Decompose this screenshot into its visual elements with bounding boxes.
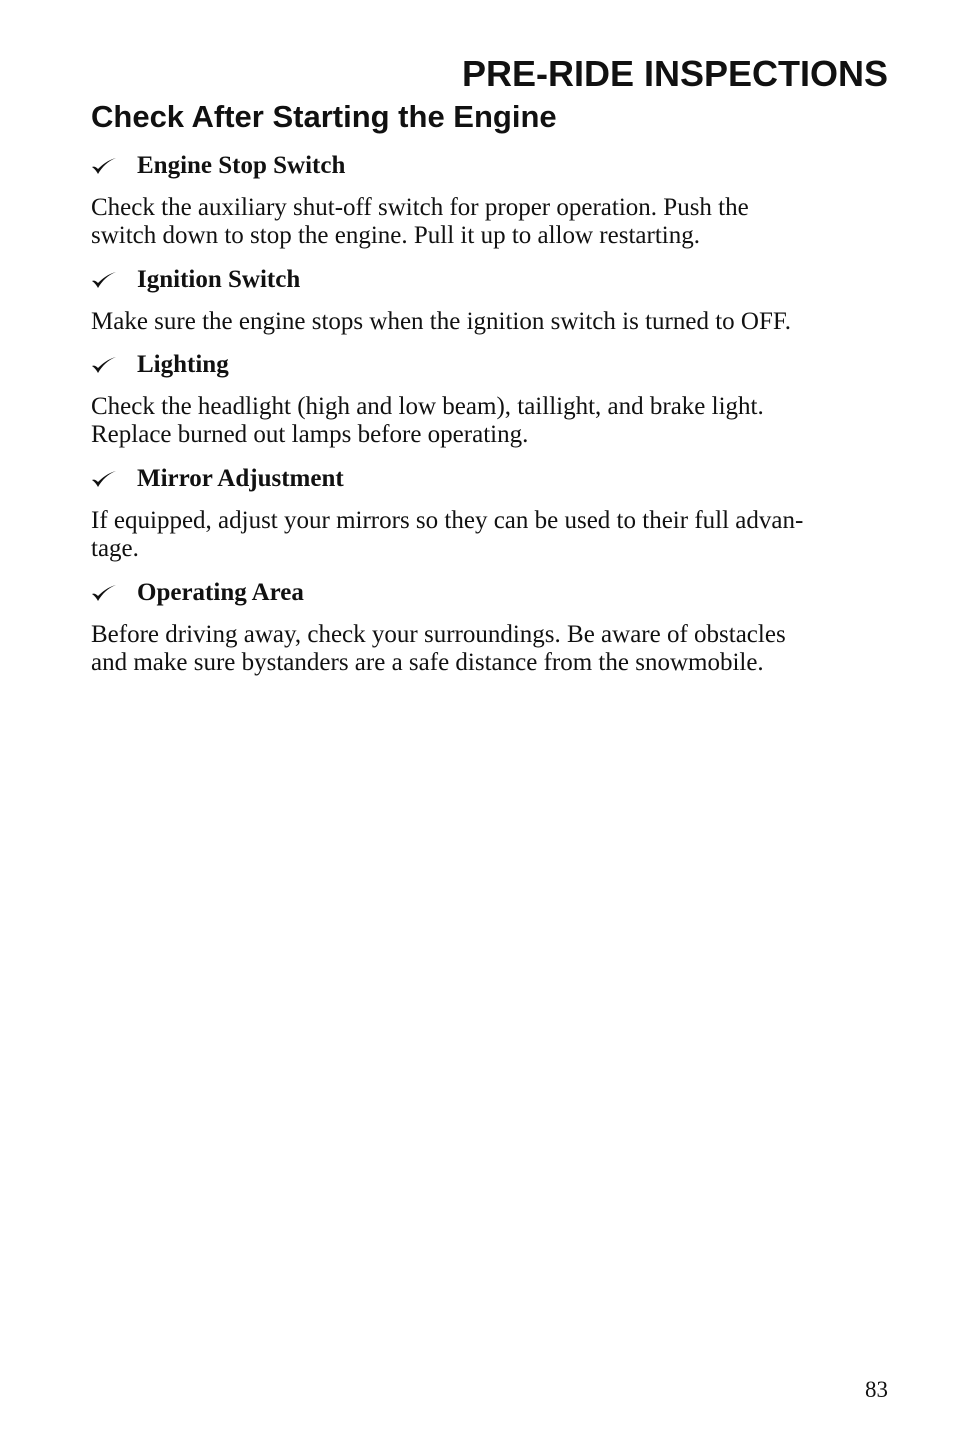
- checklist-item-heading: [91, 151, 891, 181]
- checklist-item-text: [91, 308, 891, 336]
- page-number: 83: [865, 1377, 888, 1402]
- checklist-item-engine-stop-switch: [91, 151, 891, 250]
- section-title: Check After Starting the Engine: [91, 99, 557, 134]
- text-line: Check the headlight (high and low beam), taillight, and brake light.: [91, 393, 764, 420]
- checkmark-icon: [91, 584, 117, 602]
- text-line: Check the auxiliary shut-off switch for proper operation. Push the: [91, 194, 749, 221]
- checkmark-icon: [91, 271, 117, 289]
- text-line: switch down to stop the engine. Pull it up to allow restarting.: [91, 222, 700, 249]
- checklist-item-lighting: [91, 350, 891, 449]
- checklist-item-text: [91, 621, 891, 677]
- heading-label: Engine Stop Switch: [137, 152, 346, 179]
- text-line: tage.: [91, 535, 139, 562]
- heading-label: Ignition Switch: [137, 266, 301, 293]
- text-line: If equipped, adjust your mirrors so they can be used to their full advan-: [91, 507, 804, 534]
- checkmark-icon: [91, 157, 117, 175]
- checklist-item-text: [91, 507, 891, 563]
- checkmark-icon: [91, 470, 117, 488]
- checklist-item-ignition-switch: [91, 265, 891, 336]
- chapter-title: PRE-RIDE INSPECTIONS: [461, 53, 888, 94]
- checklist-item-mirror-adjustment: [91, 464, 891, 563]
- checklist-item-operating-area: [91, 578, 891, 677]
- text-line: Make sure the engine stops when the ignition switch is turned to OFF.: [91, 308, 791, 335]
- text-line: Before driving away, check your surroundings. Be aware of obstacles: [91, 621, 786, 648]
- checklist-item-text: [91, 194, 891, 250]
- checklist-item-heading: [91, 464, 891, 494]
- checklist-item-heading: [91, 578, 891, 608]
- text-line: Replace burned out lamps before operating.: [91, 421, 529, 448]
- heading-label: Lighting: [137, 351, 229, 378]
- checkmark-icon: [91, 356, 117, 374]
- checklist-item-heading: [91, 265, 891, 295]
- heading-label: Operating Area: [137, 579, 304, 606]
- checklist-item-text: [91, 393, 891, 449]
- text-line: and make sure bystanders are a safe distance from the snowmobile.: [91, 649, 764, 676]
- checklist-item-heading: [91, 350, 891, 380]
- heading-label: Mirror Adjustment: [137, 465, 344, 492]
